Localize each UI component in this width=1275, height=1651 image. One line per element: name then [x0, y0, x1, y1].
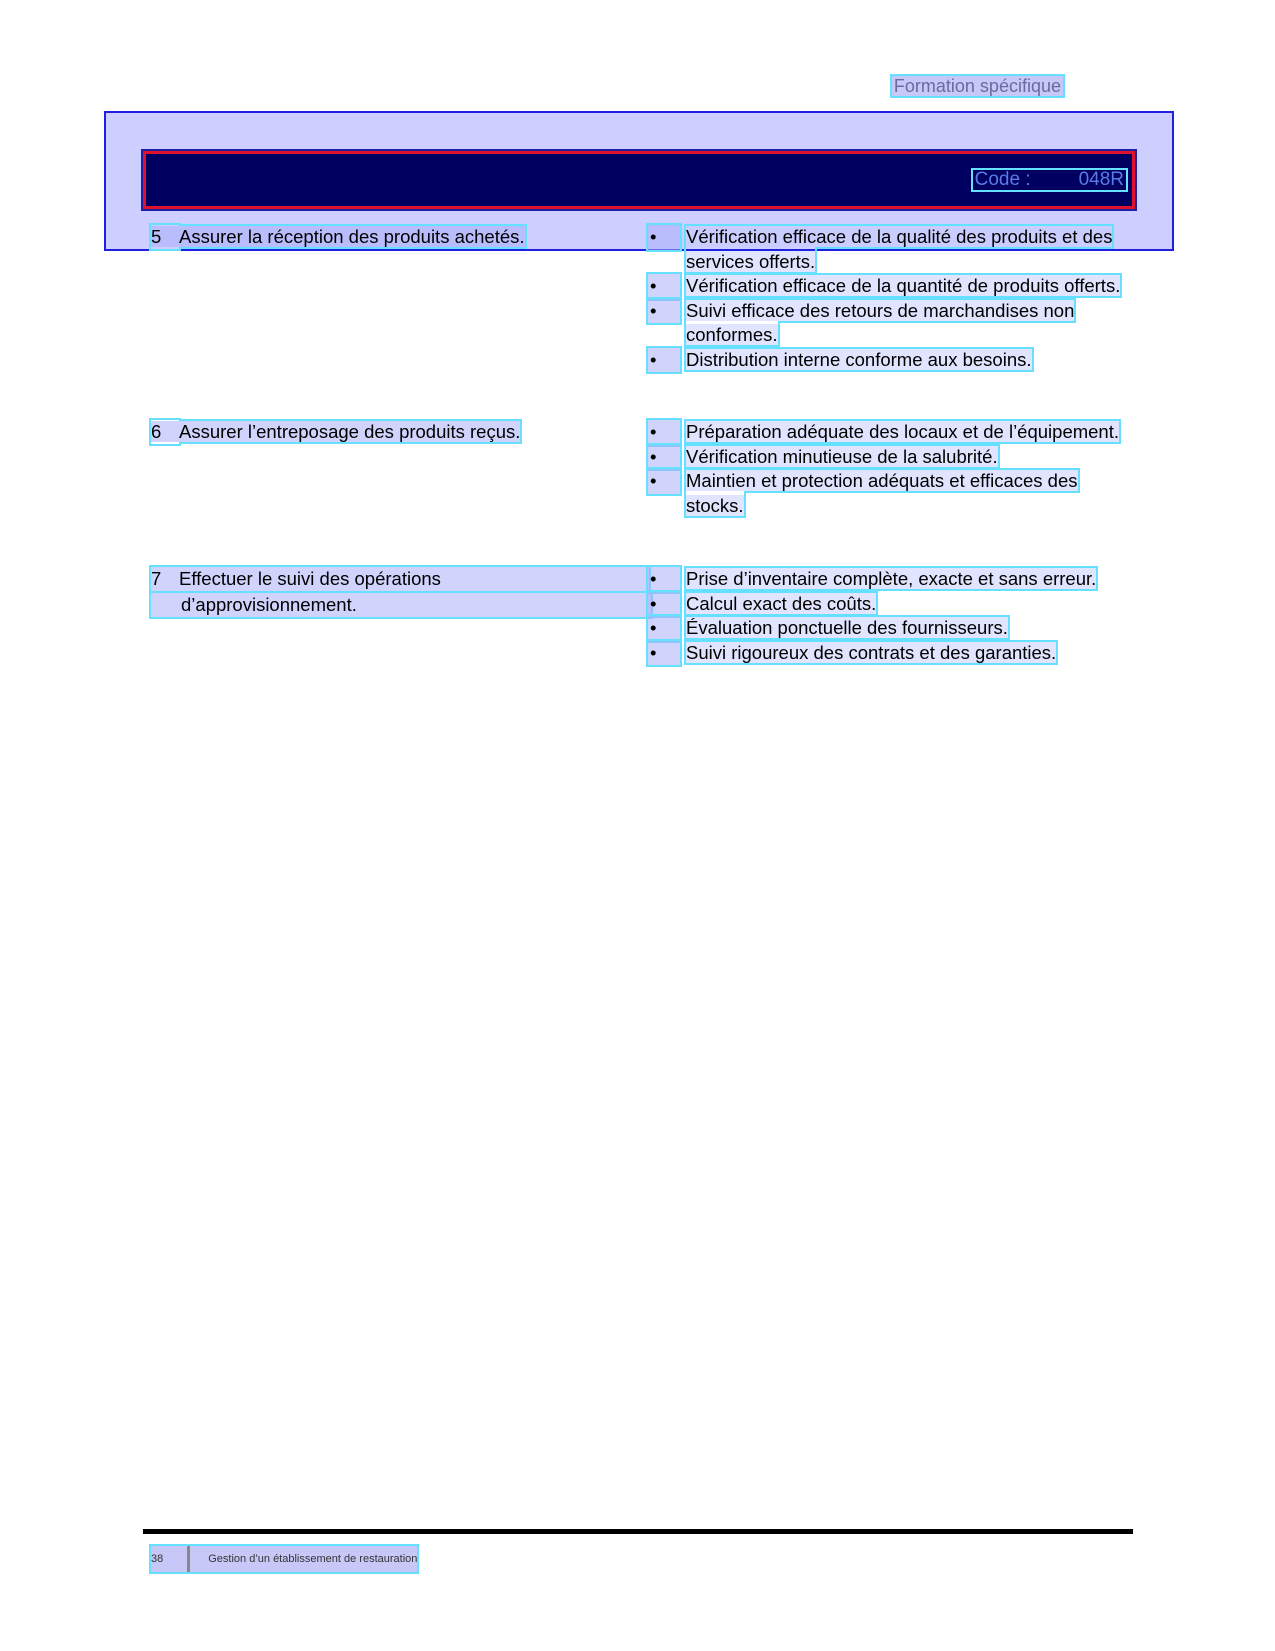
criterion-text: Prise d’inventaire complète, exacte et sans erreur. [686, 568, 1097, 589]
code-value: 048R [1078, 169, 1124, 190]
page-number: 38 [151, 1553, 164, 1565]
bullet-icon: • [648, 274, 680, 299]
competency-line: d’approvisionnement. [151, 593, 651, 617]
criterion-text: Suivi efficace des retours de marchandises non conformes. [686, 299, 1075, 345]
bullet-icon: • [648, 420, 680, 445]
bullet-icon: • [648, 445, 680, 470]
bullet-icon: • [648, 348, 680, 373]
criterion-text: Distribution interne conforme aux besoins. [686, 348, 1032, 370]
competency-number: 7 [151, 568, 162, 589]
competency-number: 5 [151, 226, 162, 247]
competency-statement [151, 567, 651, 617]
document-title: Gestion d’un établissement de restauration [208, 1553, 418, 1565]
criterion-text: Suivi rigoureux des contrats et des garanties. [686, 641, 1057, 663]
competency-statement [151, 420, 651, 444]
criterion-text: Évaluation ponctuelle des fournisseurs. [686, 617, 1008, 638]
criteria-list [648, 420, 1128, 518]
criterion-text: Maintien et protection adéquats et efficaces des stocks. [686, 470, 1078, 516]
code-label [973, 170, 1126, 190]
criterion-item [648, 225, 1128, 274]
code-label-text: Code : [974, 169, 1031, 190]
criterion-text: Vérification efficace de la quantité de produits offerts. [686, 275, 1121, 296]
section-title: Formation spécifique [893, 76, 1061, 96]
title-bar [143, 151, 1135, 209]
criterion-item [648, 469, 1128, 518]
criterion-item [648, 616, 1128, 641]
competency-text: Assurer la réception des produits achetés. [179, 226, 525, 247]
bullet-icon: • [648, 592, 680, 617]
criterion-item [648, 420, 1128, 445]
criteria-list [648, 225, 1128, 372]
criterion-text: Vérification minutieuse de la salubrité. [686, 445, 998, 467]
competency-number: 6 [151, 421, 162, 442]
page-footer [151, 1546, 417, 1572]
bullet-icon: • [648, 225, 680, 250]
criterion-text: Vérification efficace de la qualité des produits et des services offerts. [686, 226, 1113, 272]
bullet-icon: • [648, 469, 680, 494]
criterion-item [648, 592, 1128, 617]
criterion-item [648, 567, 1128, 592]
competency-text: Assurer l’entreposage des produits reçus. [179, 421, 521, 442]
criterion-item [648, 641, 1128, 666]
competency-text: Effectuer le suivi des opérations [179, 568, 441, 589]
footer-separator [187, 1546, 190, 1572]
competency-line [151, 567, 649, 591]
bullet-icon: • [648, 567, 680, 592]
competency-line [151, 226, 525, 247]
competency-statement [151, 225, 651, 249]
footer-rule [143, 1529, 1133, 1534]
criterion-item [648, 348, 1128, 373]
criteria-list [648, 567, 1128, 665]
criterion-item [648, 274, 1128, 299]
bullet-icon: • [648, 641, 680, 666]
bullet-icon: • [648, 299, 680, 324]
criterion-item [648, 299, 1128, 348]
criterion-item [648, 445, 1128, 470]
competency-line [151, 421, 520, 442]
bullet-icon: • [648, 616, 680, 641]
criterion-text: Préparation adéquate des locaux et de l’équipement. [686, 421, 1119, 442]
criterion-text: Calcul exact des coûts. [686, 592, 877, 614]
